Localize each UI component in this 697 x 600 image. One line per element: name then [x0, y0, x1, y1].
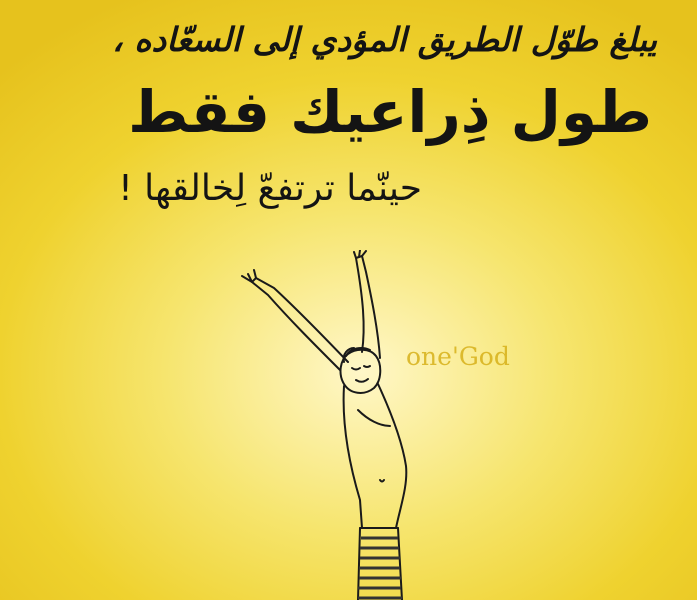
raised-arms-figure-drawing — [230, 250, 430, 600]
chest-line — [358, 410, 390, 426]
quote-line-3: حينّما ترتفعّ لِخالقها ! — [118, 168, 422, 209]
left-arm-outline — [252, 278, 348, 370]
right-arm-outline — [356, 256, 380, 358]
quote-line-2: طول ذِراعيك فقط — [128, 78, 652, 146]
right-hand — [354, 250, 366, 258]
quote-line-1: يبلغ طوّل الطريق المؤدي إلى السعّاده ، — [112, 20, 657, 59]
closed-eyes — [352, 366, 370, 370]
torso-left — [344, 386, 362, 528]
watermark-text: one'God — [406, 342, 510, 371]
smile — [356, 379, 368, 382]
navel — [380, 480, 384, 482]
trousers-stripes — [358, 538, 402, 598]
torso-right — [378, 384, 406, 528]
